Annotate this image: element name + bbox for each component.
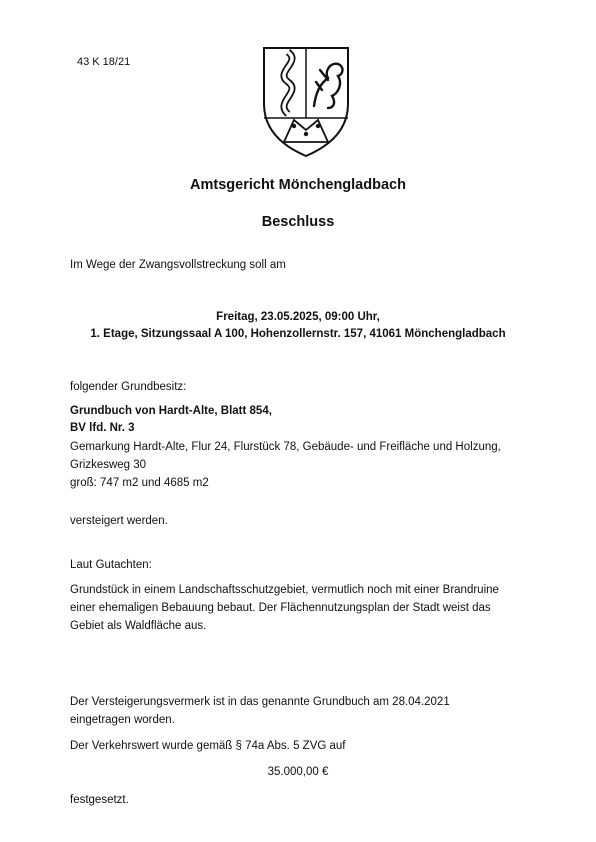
land-register: Grundbuch von Hardt-Alte, Blatt 854, [70,405,272,417]
appraisal-heading: Laut Gutachten: [70,559,152,571]
appraisal-line3: Gebiet als Waldfläche aus. [70,620,207,632]
auction-statement: versteigert werden. [70,515,168,527]
property-description-line2: Grizkesweg 30 [70,459,147,471]
valuation-line: Der Verkehrswert wurde gemäß § 74a Abs. 5 ZVG auf [70,740,346,752]
document-type: Beschluss [261,214,335,230]
property-size: groß: 747 m2 und 4685 m2 [70,477,209,489]
valuation-closing: festgesetzt. [70,794,129,806]
property-description-line1: Gemarkung Hardt-Alte, Flur 24, Flurstück 78, Gebäude- und Freifläche und Holzung, [70,441,501,453]
registration-line1: Der Versteigerungsvermerk ist in das genannte Grundbuch am 28.04.2021 [70,696,450,708]
appointment-location: 1. Etage, Sitzungssaal A 100, Hohenzollernstr. 157, 41061 Mönchengladbach [90,328,506,340]
valuation-amount: 35.000,00 € [267,766,329,778]
registration-line2: eingetragen worden. [70,714,175,726]
bv-number: BV lfd. Nr. 3 [70,422,135,434]
court-name: Amtsgericht Mönchengladbach [190,177,406,193]
intro-text: Im Wege der Zwangsvollstreckung soll am [70,259,286,271]
appraisal-line2: einer ehemaligen Bebauung bebaut. Der Flächennutzungsplan der Stadt weist das [70,602,491,614]
case-number: 43 K 18/21 [77,56,131,68]
appointment-date-time: Freitag, 23.05.2025, 09:00 Uhr, [216,311,380,323]
property-lead: folgender Grundbesitz: [70,381,187,393]
appraisal-line1: Grundstück in einem Landschaftsschutzgebiet, vermutlich noch mit einer Brandruine [70,584,499,596]
coat-of-arms-icon [258,46,354,158]
